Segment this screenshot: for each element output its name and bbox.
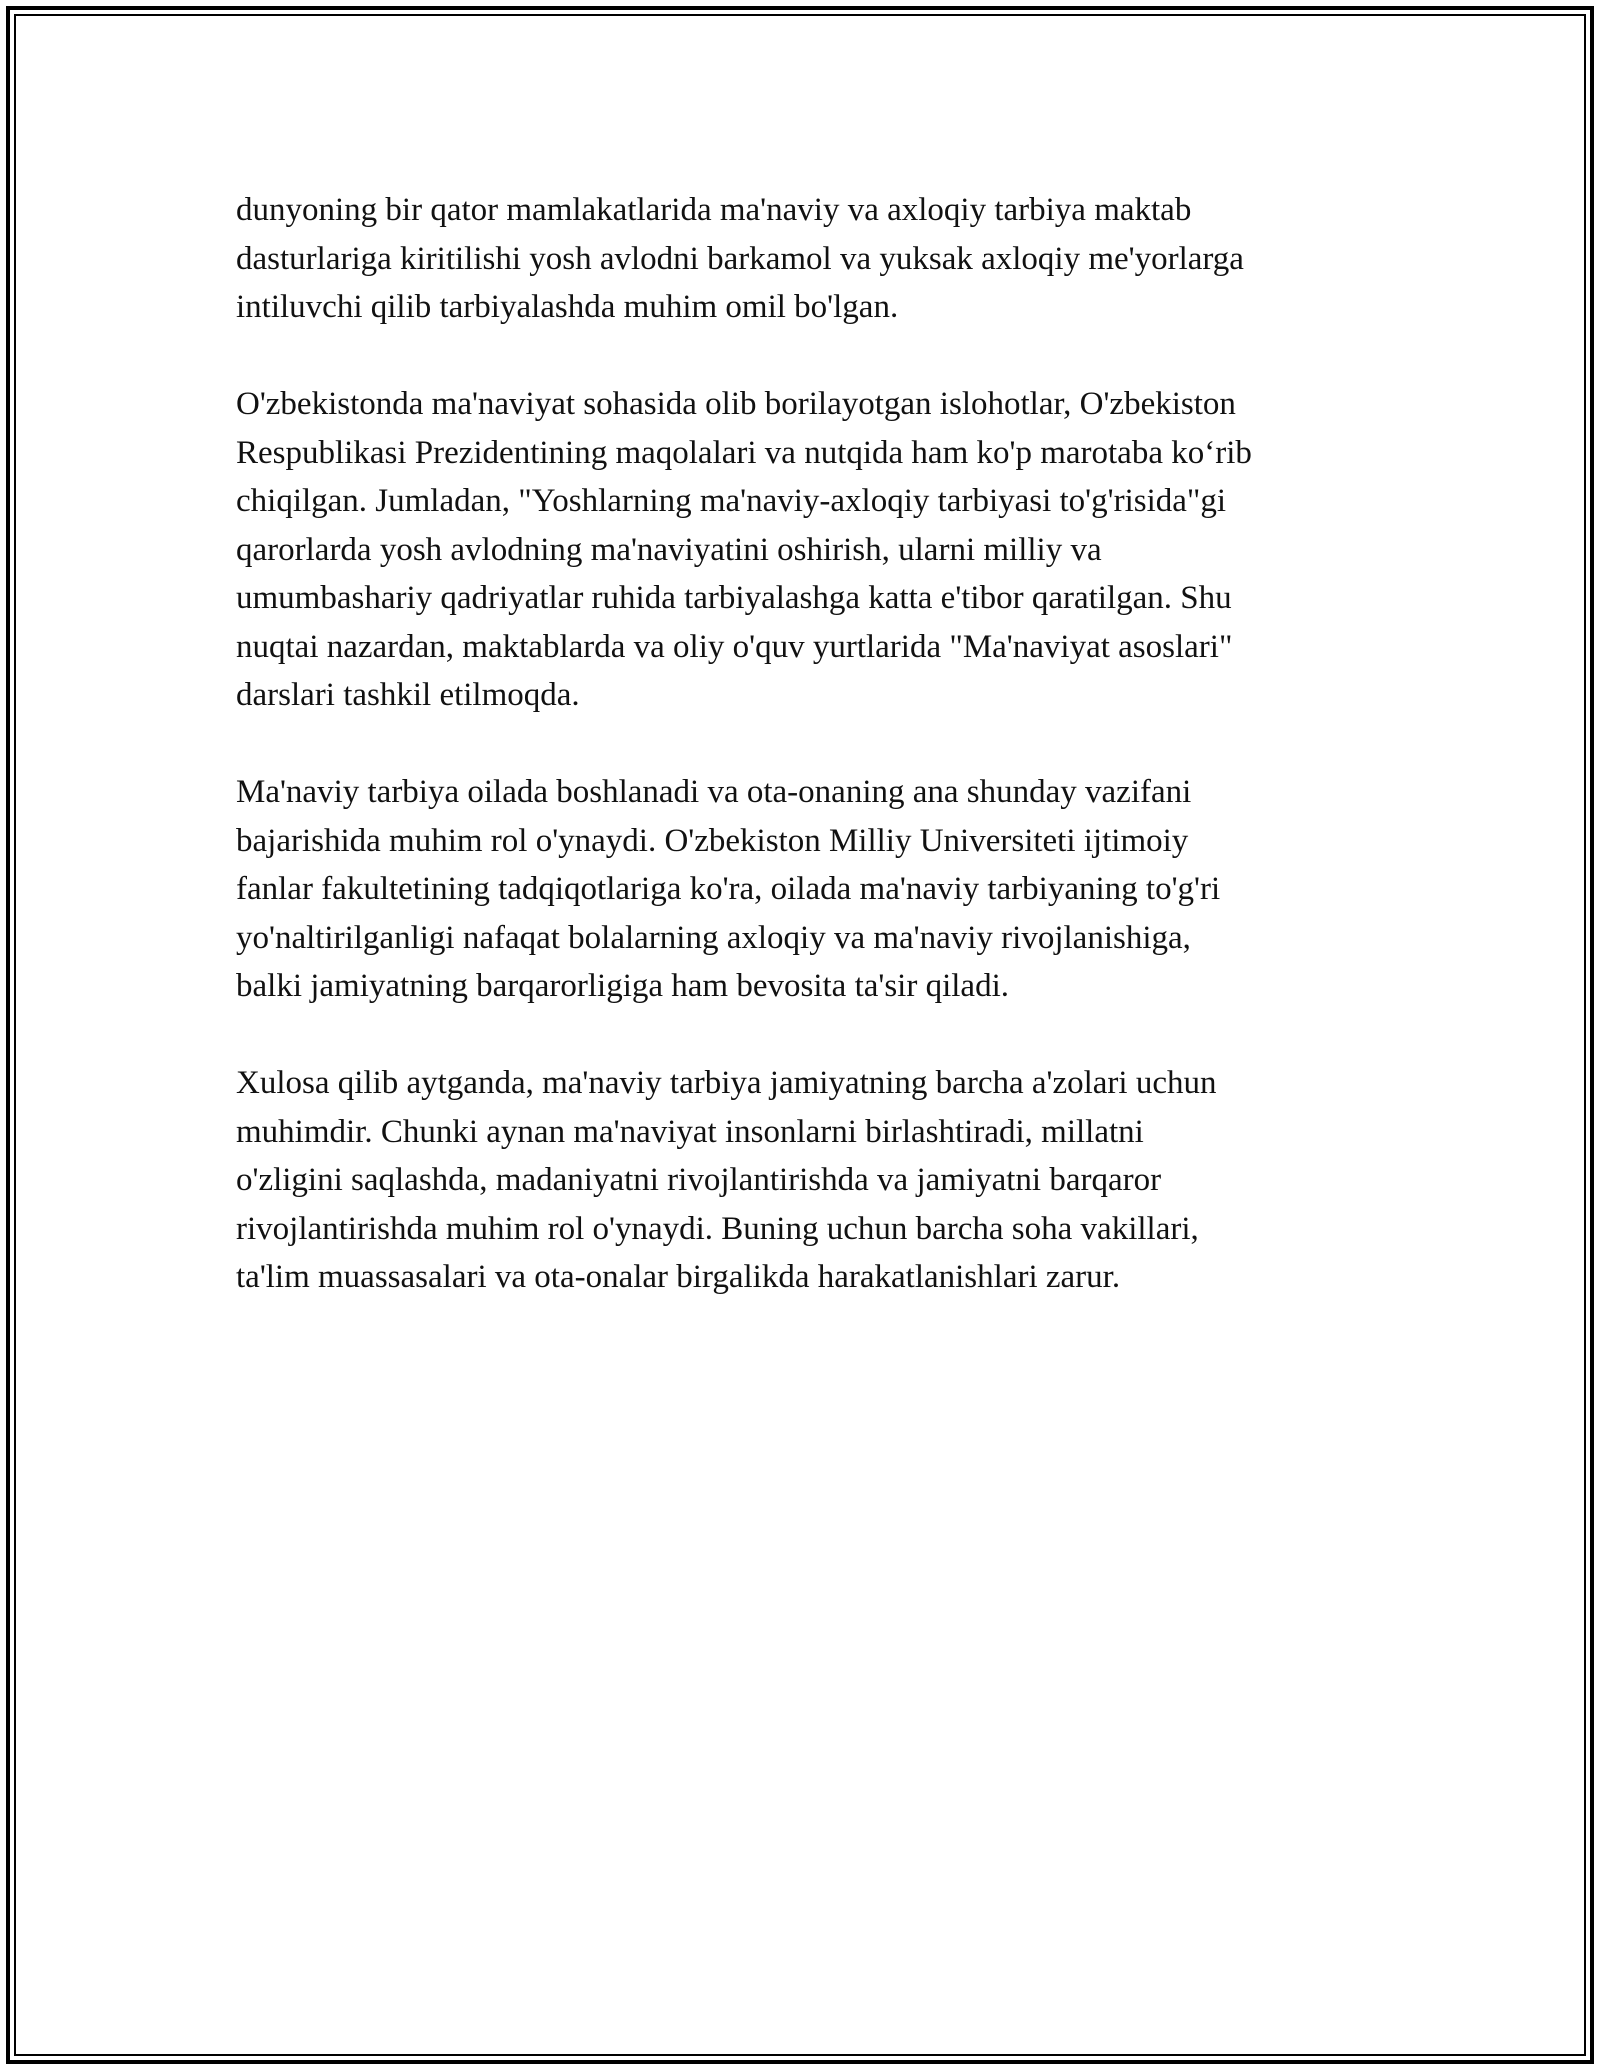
text-line: dunyoning bir qator mamlakatlarida ma'naviy va axloqiy tarbiya maktab [236, 192, 1192, 228]
text-line: fanlar fakultetining tadqiqotlariga ko'ra, oilada ma'naviy tarbiyaning to'g'ri [236, 871, 1221, 907]
text-line: o'zligini saqlashda, madaniyatni rivojlantirishda va jamiyatni barqaror [236, 1162, 1162, 1198]
text-line: O'zbekistonda ma'naviyat sohasida olib borilayotgan islohotlar, O'zbekiston [236, 386, 1236, 422]
text-line: bajarishida muhim rol o'ynaydi. O'zbekiston Milliy Universiteti ijtimoiy [236, 822, 1189, 859]
paragraph-4 [236, 1059, 1416, 1302]
text-line: darslari tashkil etilmoqda. [236, 677, 580, 713]
text-line: Xulosa qilib aytganda, ma'naviy tarbiya jamiyatning barcha a'zolari uchun [236, 1065, 1217, 1101]
text-line: dasturlariga kiritilishi yosh avlodni barkamol va yuksak axloqiy me'yorlarga [236, 240, 1244, 277]
text-line: intiluvchi qilib tarbiyalashda muhim omil bo'lgan. [236, 289, 899, 325]
paragraph-1 [236, 186, 1416, 332]
text-line: umumbashariy qadriyatlar ruhida tarbiyalashga katta e'tibor qaratilgan. Shu [236, 580, 1232, 616]
text-line: chiqilgan. Jumladan, "Yoshlarning ma'naviy-axloqiy tarbiyasi to'g'risida"gi [236, 483, 1227, 519]
text-line: muhimdir. Chunki aynan ma'naviyat insonlarni birlashtiradi, millatni [236, 1113, 1144, 1150]
document-body [236, 186, 1416, 1350]
text-line: yo'naltirilganligi nafaqat bolalarning axloqiy va ma'naviy rivojlanishiga, [236, 919, 1191, 956]
paragraph-2 [236, 380, 1416, 720]
text-line: balki jamiyatning barqarorligiga ham bevosita ta'sir qiladi. [236, 968, 1009, 1004]
text-line: qarorlarda yosh avlodning ma'naviyatini oshirish, ularni milliy va [236, 531, 1102, 568]
text-line: Respublikasi Prezidentining maqolalari va nutqida ham ko'p marotaba ko‘rib [236, 434, 1252, 471]
paragraph-3 [236, 768, 1416, 1011]
text-line: Ma'naviy tarbiya oilada boshlanadi va ota-onaning ana shunday vazifani [236, 774, 1192, 810]
text-line: ta'lim muassasalari va ota-onalar birgalikda harakatlanishlari zarur. [236, 1259, 1121, 1295]
text-line: rivojlantirishda muhim rol o'ynaydi. Buning uchun barcha soha vakillari, [236, 1210, 1199, 1247]
text-line: nuqtai nazardan, maktablarda va oliy o'quv yurtlarida "Ma'naviyat asoslari" [236, 628, 1233, 665]
